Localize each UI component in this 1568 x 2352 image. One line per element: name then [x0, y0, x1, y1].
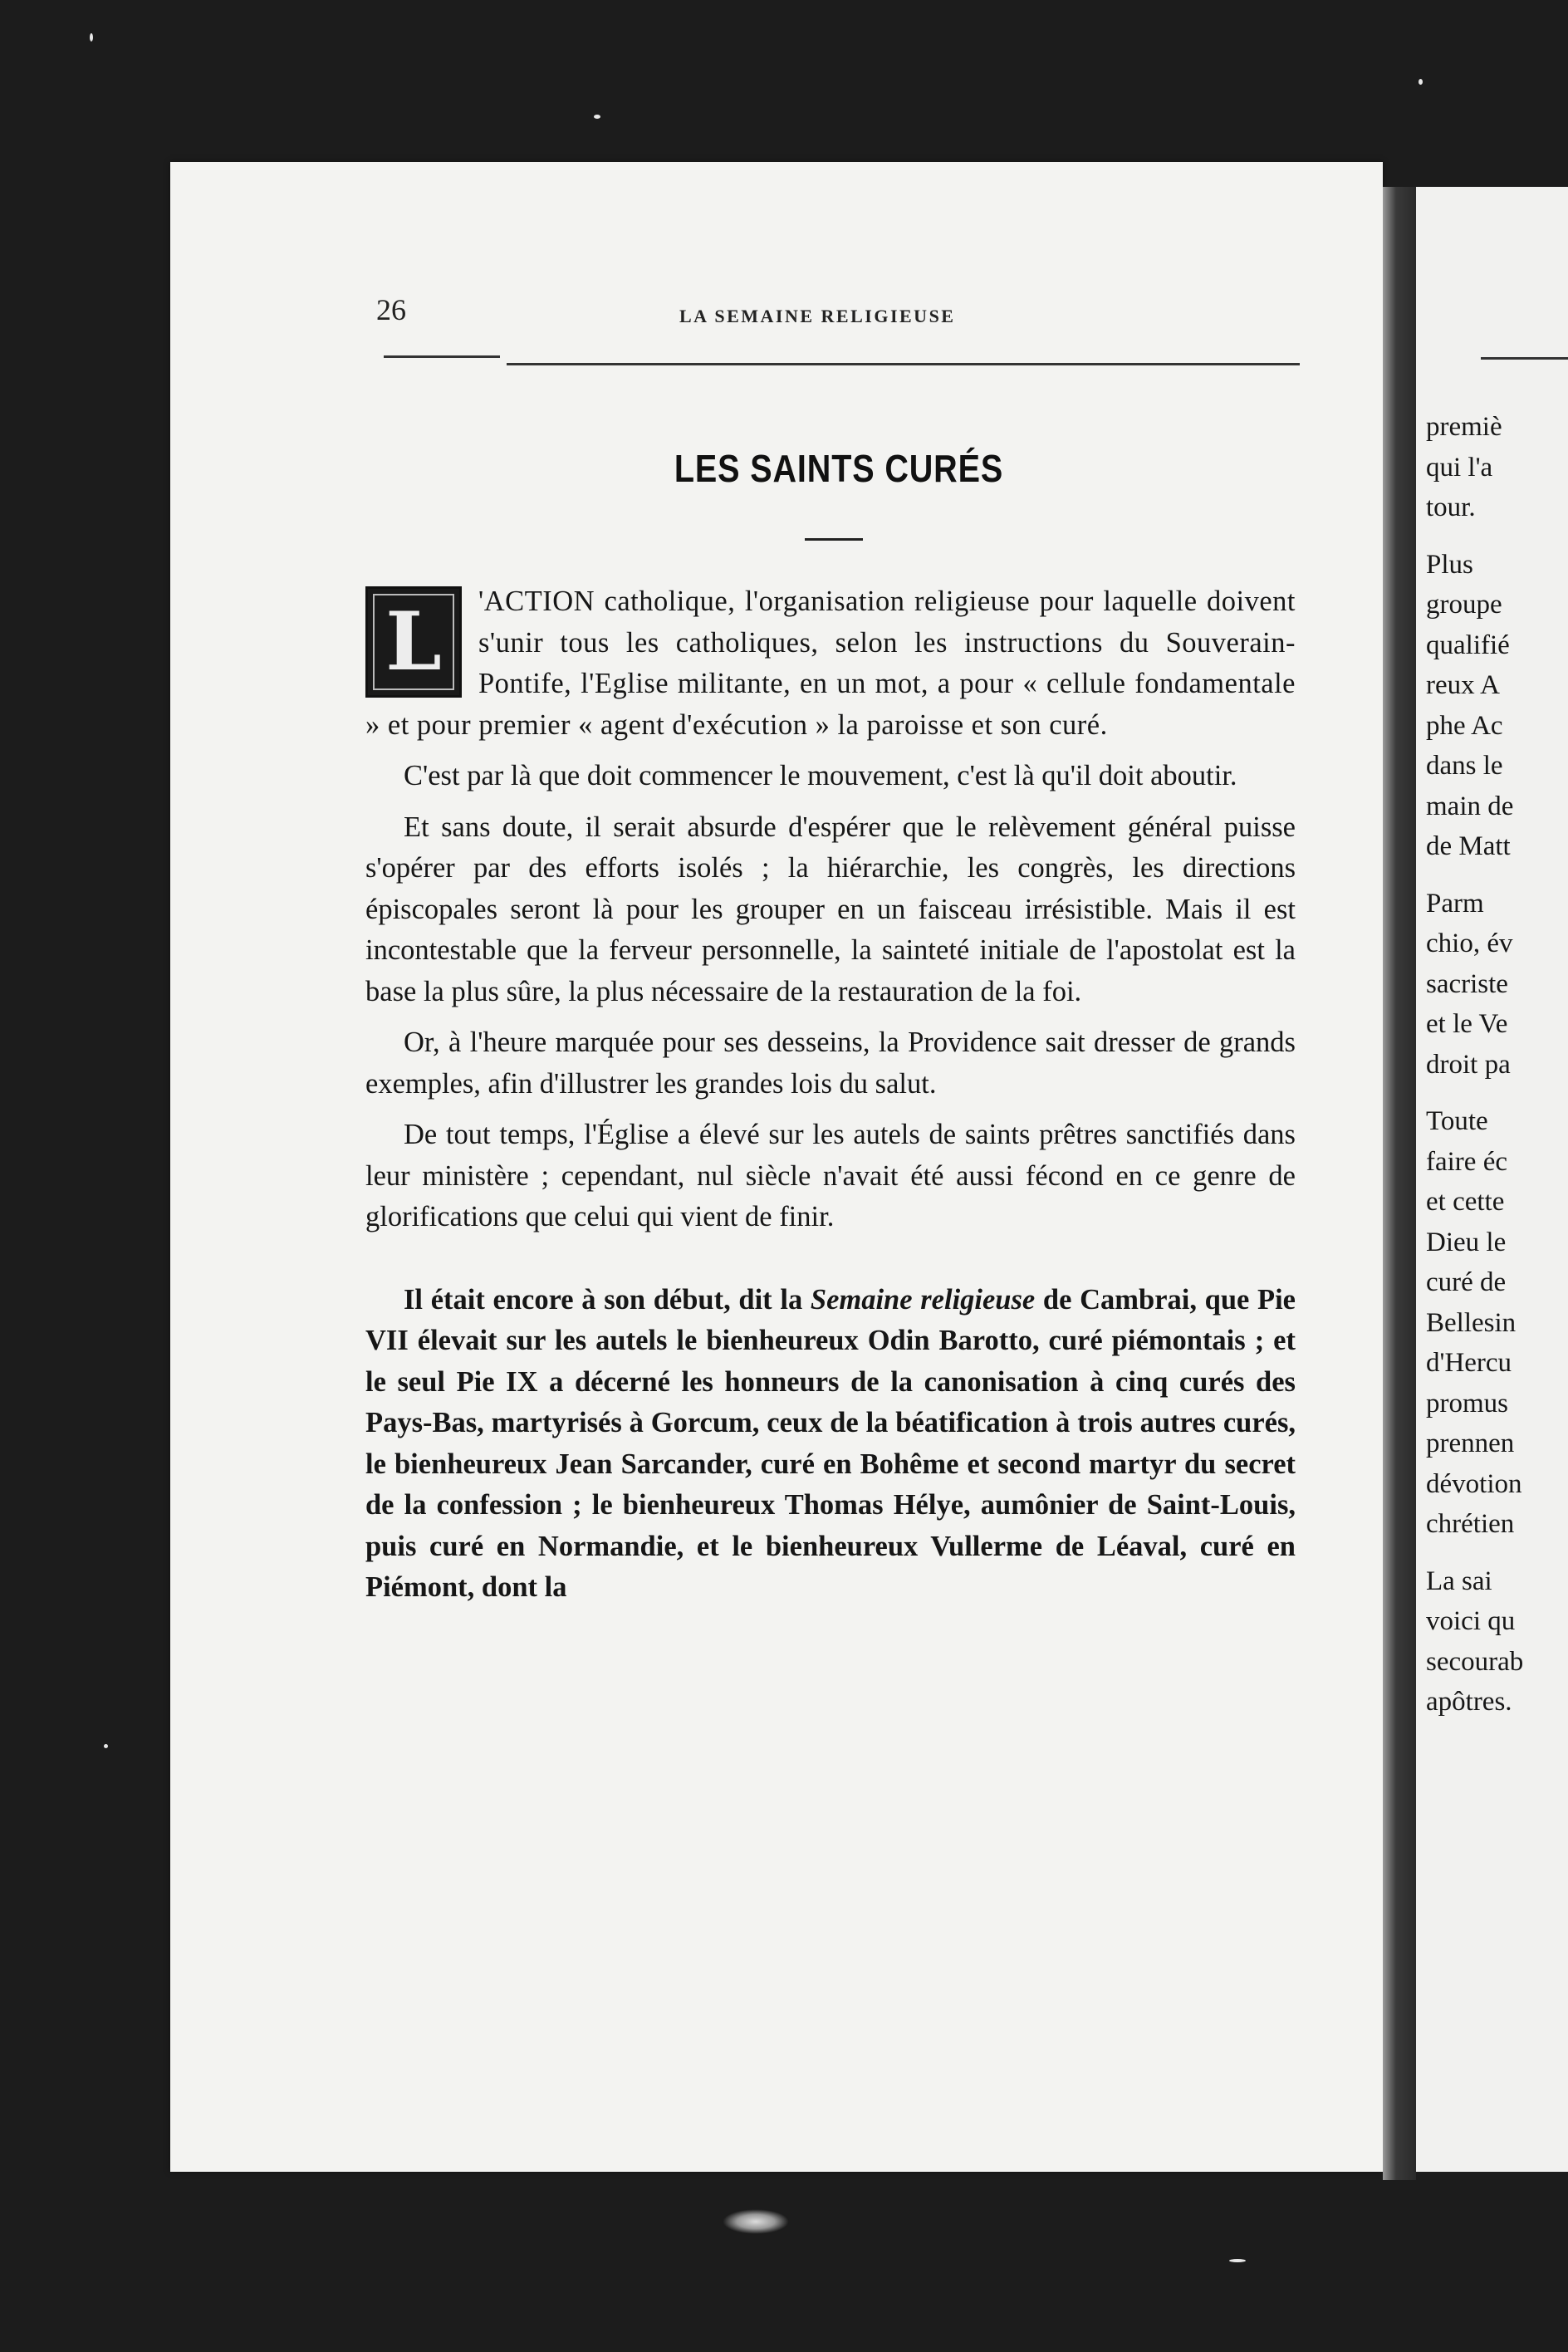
- text-line: et le Ve: [1426, 1009, 1508, 1039]
- right-page-text: [1426, 407, 1568, 1722]
- paragraph: Et sans doute, il serait absurde d'espérer que le relèvement général puisse s'opérer par des efforts isolés ; la hiérarchie, les congrès, les directions épiscopales seront là pour les grouper en un faisceau irrésistible. Mais il est incontestable que la ferveur personnelle, la sainteté initiale de l'apostolat est la base la plus sûre, la plus nécessaire de la restauration de la foi.: [365, 811, 1296, 1007]
- text-line: dans le: [1426, 751, 1503, 781]
- paragraph: De tout temps, l'Église a élevé sur les autels de saints prêtres sanctifiés dans leur ministère ; cependant, nul siècle n'avait été aussi fécond en ce genre de glorifications que celui qui vient de finir.: [365, 1119, 1296, 1232]
- text-line: curé de: [1426, 1267, 1507, 1297]
- text-line: apôtres.: [1426, 1687, 1512, 1717]
- article-body: [365, 581, 1296, 1619]
- paragraph-gap: [1426, 528, 1568, 545]
- film-speck: [1229, 2259, 1246, 2262]
- text-line: prennen: [1426, 1428, 1515, 1458]
- ornamental-dropcap: L: [365, 586, 462, 698]
- paragraph-gap: [1426, 1545, 1568, 1561]
- text-line: de Matt: [1426, 831, 1511, 861]
- page-number: 26: [376, 293, 406, 326]
- text-line: droit pa: [1426, 1049, 1511, 1080]
- header-rule: [384, 355, 500, 358]
- text-line: sacriste: [1426, 968, 1508, 999]
- text-line: Bellesin: [1426, 1307, 1517, 1338]
- film-speck: [594, 115, 600, 119]
- text-line: et cette: [1426, 1187, 1505, 1217]
- film-speck: [104, 1744, 108, 1748]
- text-line: main de: [1426, 791, 1514, 821]
- film-speck: [723, 2209, 789, 2234]
- publication-title: Semaine religieuse: [810, 1283, 1036, 1316]
- text-line: La sai: [1426, 1566, 1492, 1596]
- running-head: LA SEMAINE RELIGIEUSE: [679, 306, 956, 326]
- text-line: secourab: [1426, 1646, 1524, 1677]
- text-line: voici qu: [1426, 1606, 1516, 1636]
- text-line: d'Hercu: [1426, 1348, 1512, 1378]
- paragraph: Il était encore à son début, dit la Semaine religieuse de Cambrai, que Pie VII élevait sur les autels le bienheureux Odin Barotto, curé piémontais ; et le seul Pie IX a décerné les honneurs de la canonisation à cinq curés des Pays-Bas, martyrisés à Gorcum, ceux de la béatification à trois autres curés, le bienheureux Jean Sarcander, curé en Bohême et second martyr du secret de la confession ; le bienheureux Thomas Hélye, aumônier de Saint-Louis, puis curé en Normandie, et le bienheureux Vullerme de Léaval, curé en Piémont, dont la: [365, 1283, 1296, 1603]
- text-line: premiè: [1426, 412, 1502, 442]
- text-line: Toute: [1426, 1106, 1488, 1136]
- text-line: dévotion: [1426, 1468, 1522, 1499]
- text-line: Dieu le: [1426, 1227, 1507, 1257]
- title-rule: [805, 538, 863, 541]
- film-speck: [90, 33, 93, 42]
- paragraph: C'est par là que doit commencer le mouvement, c'est là qu'il doit aboutir.: [404, 760, 1237, 791]
- article-title: LES SAINTS CURÉS: [674, 447, 1004, 490]
- paragraph-gap: [1426, 867, 1568, 884]
- text-line: phe Ac: [1426, 710, 1503, 741]
- text-line: tour.: [1426, 492, 1476, 522]
- header-rule: [1481, 357, 1568, 360]
- text-line: reux A: [1426, 670, 1500, 700]
- text-line: Parm: [1426, 888, 1484, 919]
- text-line: chio, év: [1426, 929, 1513, 958]
- text-line: faire éc: [1426, 1146, 1507, 1177]
- text-line: qualifié: [1426, 630, 1510, 660]
- header-rule: [507, 363, 1300, 365]
- text-line: qui l'a: [1426, 452, 1493, 483]
- text-line: Plus: [1426, 549, 1473, 580]
- page-gutter: [1383, 187, 1416, 2180]
- paragraph: L 'ACTION catholique, l'organisation religieuse pour laquelle doivent s'unir tous les catholiques, selon les instructions du Souverain-Pontife, l'Eglise militante, en un mot, a pour « cellule fondamentale » et pour premier « agent d'exécution » la paroisse et son curé.: [365, 586, 1296, 741]
- paragraph-gap: [1426, 1085, 1568, 1101]
- paragraph: Or, à l'heure marquée pour ses desseins, la Providence sait dresser de grands exemples, afin d'illustrer les grandes lois du salut.: [365, 1027, 1296, 1100]
- right-page: [1416, 187, 1568, 2172]
- text-line: groupe: [1426, 590, 1502, 620]
- film-speck: [1419, 79, 1423, 85]
- text-line: promus: [1426, 1388, 1508, 1419]
- text-line: chrétien: [1426, 1509, 1515, 1539]
